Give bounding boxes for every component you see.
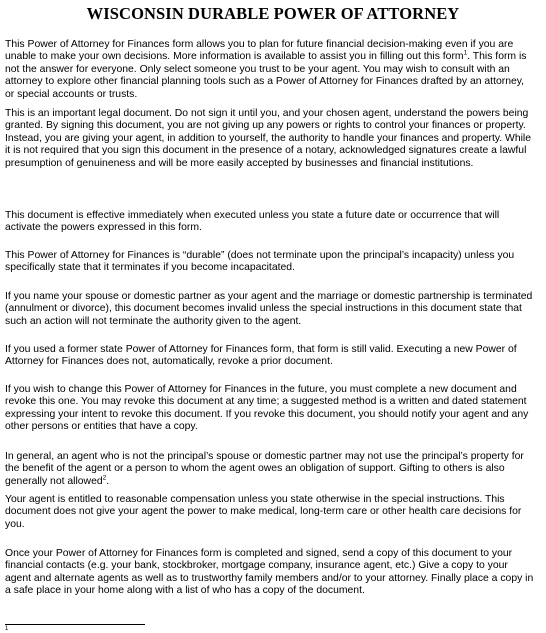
paragraph-text: This Power of Attorney for Finances is “durable” (does not terminate upon the principal’s incapacity) unless you specifically state that it terminates if you become incapacitated. xyxy=(5,250,515,274)
paragraph-send-copies xyxy=(5,548,535,598)
paragraph-text: Once your Power of Attorney for Finances form is completed and signed, send a copy of this document to your financial contacts (e.g. your bank, stockbroker, mortgage company, insurance agent, etc.) Give a copy to your agent and alternate agents as well as to trustworthy family members and/or to your attorney. Finally place a copy in a safe place in your home along with a list of who has a copy of the document. xyxy=(5,548,534,597)
footnote-separator xyxy=(5,624,145,625)
footnote-ref-1[interactable]: 1 xyxy=(463,49,468,57)
paragraph-spouse-agent xyxy=(5,291,535,328)
paragraph-legal-notice xyxy=(5,108,535,170)
paragraph-text: Your agent is entitled to reasonable compensation unless you state otherwise in the special instructions. This document does not give your agent the power to make medical, long-term care or other health care decisions for you. xyxy=(5,494,522,530)
paragraph-former-form xyxy=(5,344,535,369)
paragraph-text: If you wish to change this Power of Attorney for Finances in the future, you must complete a new document and revoke this one. You may revoke this document at any time; a suggested method is a written and dated statement expressing your intent to revoke this document. If you revoke this document, you should notify your agent and any other persons or entities that have a copy. xyxy=(5,384,529,433)
paragraph-intro xyxy=(5,39,535,101)
paragraph-text-continued: . This form is not the answer for everyone. Only select someone you trust to be your agent. You may wish to consult with an attorney to explore other financial planning tools such as a Power of Attorney for Finances drafted by an attorney, or special accounts or trusts. xyxy=(5,51,527,100)
paragraph-text: This document is effective immediately when executed unless you state a future date or occurrence that will activate the powers expressed in this form. xyxy=(5,210,500,234)
paragraph-text: This Power of Attorney for Finances form allows you to plan for future financial decision-making even if you are unable to make your own decisions. More information is available to assist you in filling out this form xyxy=(5,39,514,63)
paragraph-durable xyxy=(5,250,535,275)
footnote-marker: 1 xyxy=(5,626,9,632)
paragraph-revoke xyxy=(5,384,535,434)
paragraph-compensation xyxy=(5,494,535,531)
paragraph-text: If you name your spouse or domestic partner as your agent and the marriage or domestic partnership is terminated (annulment or divorce), this document becomes invalid unless the special instructions in this document state that such an action will not terminate the authority given to the agent. xyxy=(5,291,533,327)
paragraph-text: In general, an agent who is not the principal’s spouse or domestic partner may not use the principal’s property for the benefit of the agent or a person to whom the agent owes an obligation of support. Gifting to others is also generally not allowed xyxy=(5,451,524,487)
paragraph-text: This is an important legal document. Do not sign it until you, and your chosen agent, understand the powers being granted. By signing this document, you are not giving up any powers or rights to control your finances or property. Instead, you are giving your agent, in addition to yourself, the authority to handle your finances and property. While it is not required that you sign this document in the presence of a notary, acknowledged signatures create a lawful presumption of genuineness and will be more easily accepted by businesses and financial institutions. xyxy=(5,108,532,169)
document-title: WISCONSIN DURABLE POWER OF ATTORNEY xyxy=(86,4,460,23)
paragraph-text-continued: . xyxy=(106,475,110,487)
paragraph-agent-use xyxy=(5,451,535,488)
paragraph-text: If you used a former state Power of Attorney for Finances form, that form is still valid. Executing a new Power of Attorney for Finances does not, automatically, revoke a prior document. xyxy=(5,344,517,368)
paragraph-effective-date xyxy=(5,210,535,235)
footnote-ref-2[interactable]: 2 xyxy=(102,474,107,482)
